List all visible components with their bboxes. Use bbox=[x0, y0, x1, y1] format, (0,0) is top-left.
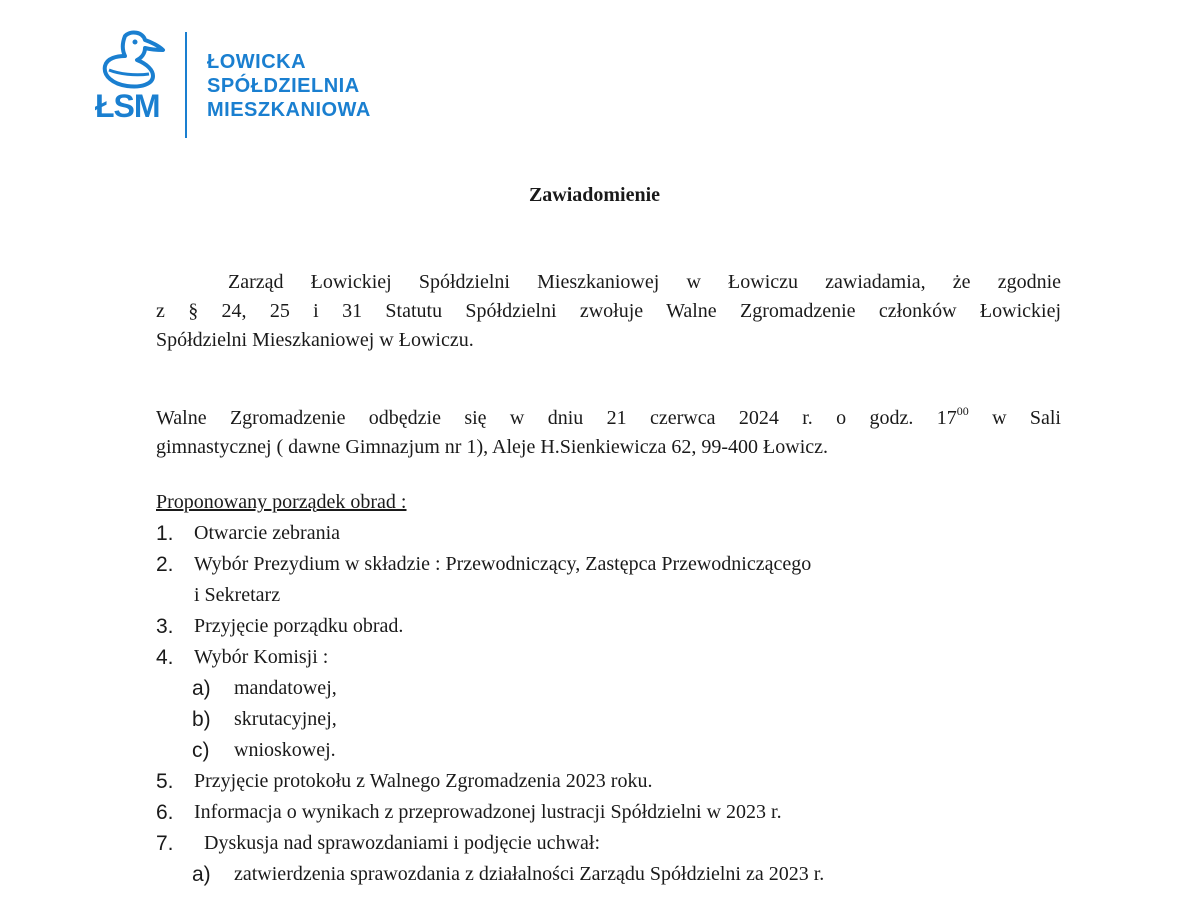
meeting-date-text: Walne Zgromadzenie odbędzie się w dniu 21 czerwca 2024 r. o godz. bbox=[156, 407, 914, 429]
item-number: 6. bbox=[156, 801, 174, 824]
intro-line: Spółdzielni Mieszkaniowej w Łowiczu. bbox=[156, 329, 474, 351]
intro-line: z § 24, 25 i 31 Statutu Spółdzielni zwołuje Walne Zgromadzenie członków Łowickiej bbox=[156, 300, 1061, 322]
subitem-text: zatwierdzenia sprawozdania z działalności Zarządu Spółdzielni za 2023 r. bbox=[234, 863, 825, 885]
logo-name-line: SPÓŁDZIELNIA bbox=[207, 75, 360, 97]
agenda-heading: Proponowany porządek obrad : bbox=[156, 491, 407, 513]
item-number: 4. bbox=[156, 646, 174, 669]
subitem-letter: a) bbox=[192, 863, 211, 886]
subitem-letter: a) bbox=[192, 677, 211, 700]
intro-paragraph bbox=[156, 268, 1061, 355]
logo-name bbox=[207, 50, 371, 122]
item-number: 7. bbox=[156, 832, 174, 855]
meeting-paragraph bbox=[156, 404, 1061, 462]
item-text: Przyjęcie protokołu z Walnego Zgromadzenia 2023 roku. bbox=[194, 770, 653, 792]
meeting-place-start: w Sali bbox=[992, 407, 1061, 429]
cooperative-logo bbox=[95, 30, 425, 140]
meeting-hour: 17 bbox=[936, 407, 957, 429]
logo-abbreviation: ŁSM bbox=[95, 88, 160, 124]
item-text: Przyjęcie porządku obrad. bbox=[194, 615, 404, 637]
subitem-text: mandatowej, bbox=[234, 677, 337, 699]
item-number: 3. bbox=[156, 615, 174, 638]
intro-line: Zarząd Łowickiej Spółdzielni Mieszkaniowej w Łowiczu zawiadamia, że zgodnie bbox=[228, 271, 1061, 293]
item-text: Wybór Komisji : bbox=[194, 646, 329, 668]
subitem-letter: b) bbox=[192, 708, 211, 731]
item-text: Dyskusja nad sprawozdaniami i podjęcie uchwał: bbox=[204, 832, 600, 854]
subitem-text: wnioskowej. bbox=[234, 739, 336, 761]
meeting-line: gimnastycznej ( dawne Gimnazjum nr 1), Aleje H.Sienkiewicza 62, 99-400 Łowicz. bbox=[156, 436, 829, 458]
meeting-line bbox=[156, 404, 1061, 433]
meeting-time bbox=[936, 404, 969, 429]
item-text: Informacja o wynikach z przeprowadzonej lustracji Spółdzielni w 2023 r. bbox=[194, 801, 782, 823]
subitem-letter: c) bbox=[192, 739, 210, 762]
item-text: i Sekretarz bbox=[194, 584, 281, 606]
item-text: Wybór Prezydium w składzie : Przewodniczący, Zastępca Przewodniczącego bbox=[194, 553, 812, 575]
logo-name-line: MIESZKANIOWA bbox=[207, 99, 371, 121]
pelican-icon bbox=[95, 30, 175, 90]
subitem-text: skrutacyjnej, bbox=[234, 708, 337, 730]
item-text: Otwarcie zebrania bbox=[194, 522, 341, 544]
item-number: 5. bbox=[156, 770, 174, 793]
item-number: 2. bbox=[156, 553, 174, 576]
logo-divider bbox=[185, 32, 187, 138]
document-title: Zawiadomienie bbox=[528, 184, 661, 206]
meeting-minutes: 00 bbox=[956, 404, 969, 418]
item-number: 1. bbox=[156, 522, 174, 545]
logo-name-line: ŁOWICKA bbox=[207, 51, 307, 73]
